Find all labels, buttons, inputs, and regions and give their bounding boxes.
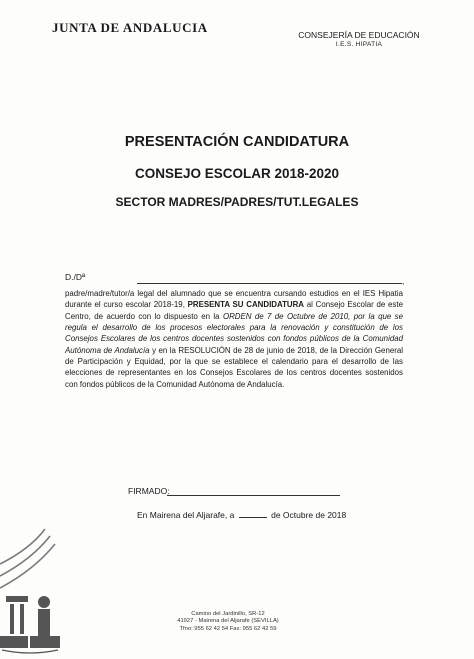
signature-line[interactable] <box>167 495 340 496</box>
consejeria-name: CONSEJERÍA DE EDUCACIÓN <box>298 30 420 40</box>
junta-emblem-icon <box>0 524 60 659</box>
document-title: PRESENTACIÓN CANDIDATURA <box>124 134 350 150</box>
name-label: D./Dª <box>65 272 86 282</box>
name-field-line[interactable] <box>137 283 402 284</box>
declaration-strong: PRESENTA SU CANDIDATURA <box>187 300 304 310</box>
signed-label: FIRMADO: <box>128 486 170 496</box>
junta-brand: JUNTA DE ANDALUCIA <box>52 20 208 35</box>
consejeria-block <box>294 30 424 50</box>
date-line <box>137 508 346 520</box>
date-suffix: de Octubre de 2018 <box>271 510 347 520</box>
sector-title: SECTOR MADRES/PADRES/TUT.LEGALES <box>115 195 359 209</box>
date-prefix: En Mairena del Aljarafe, a <box>137 510 235 520</box>
day-blank[interactable] <box>239 508 267 518</box>
declaration-part1: padre/madre/tutor/a legal del alumnado que se encuentra cursando estudios en el IES Hipatia durante el curso escolar 2018-19, <box>65 289 403 310</box>
address-line-3: Tfno: 955 62 42 54 Fax: 955 62 42 59 <box>179 625 277 632</box>
declaration-part3: y en la RESOLUCIÓN de 28 de junio de 2018, de la Dirección General de Participación y Equidad, por la que se establece el calendario para el desarrollo de las elecciones de representantes en los Consejos Escolares de los centros docentes sostenidos con fondos públicos de la Comunidad Autónoma de Andalucía. <box>65 345 403 389</box>
declaration-part2: al Consejo Escolar de este Centro, de acuerdo con lo dispuesto en la <box>65 300 403 321</box>
footer-address <box>168 611 288 633</box>
declaration-orden: ORDEN de 7 de Octubre de 2010, por la que se regula el desarrollo de los procesos electorales para la renovación y constitución de los Consejos Escolares de los centros docentes sostenidos con fondos públicos de la Comunidad Autónoma de Andalucía <box>65 311 403 355</box>
address-line-2: 41927 - Mairena del Aljarafe (SEVILLA) <box>177 618 279 625</box>
address-line-1: Camino del Jardinillo, SR-12 <box>191 611 265 617</box>
council-title: CONSEJO ESCOLAR 2018-2020 <box>134 166 340 181</box>
name-field-comma: , <box>402 276 405 286</box>
declaration-paragraph <box>65 288 403 390</box>
school-name: I.E.S. HIPATIA <box>335 41 383 48</box>
